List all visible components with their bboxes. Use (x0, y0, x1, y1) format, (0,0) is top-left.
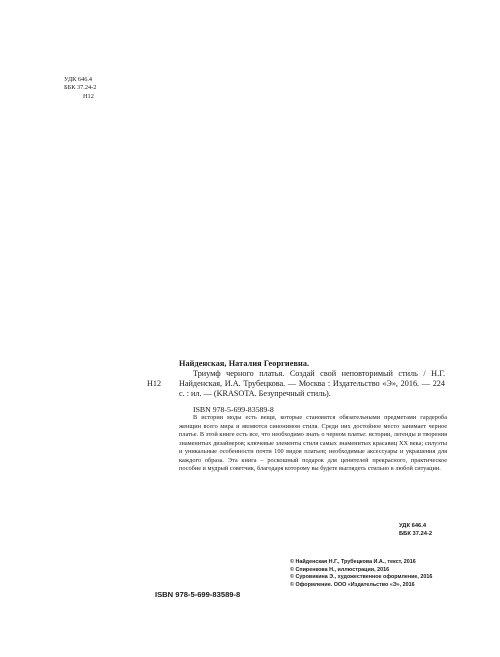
catalog-author: Найденская, Наталия Георгиевна. (179, 359, 310, 368)
catalog-isbn: ISBN 978-5-699-83589-8 (193, 405, 274, 414)
book-annotation: В истории моды есть вещи, которые становятся обязательными предметами гардероба женщин всего мира и являются синонимом стиля. Среди них достойное место занимает черное платье. В этой книге есть все, что необходимо знать о черном платье: истории, легенды и творения знаменитых дизайнеров; ключевые элементы стиля самых знаменитых красавиц XX века; силуэты и уникальные особенности почти 100 видов платьев; необходимые аксессуары и украшения для каждого образа. Эта книга – роскошный подарок для ценителей прекрасного, практическое пособие и мудрый советчик, благодаря которому вы будете выглядеть стильно в любой ситуации. (179, 414, 447, 472)
copyright-block (290, 559, 432, 589)
author-mark: Н12 (83, 92, 94, 100)
catalog-description: Триумф черного платья. Создай свой неповторимый стиль / Н.Г. Найденская, И.А. Трубецкова. — Москва : Издательство «Э», 2016. — 224 с. : ил. — (KRASOTA. Безупречный стиль). (179, 369, 445, 398)
udk-code-bottom: УДК 646.4 (399, 523, 427, 529)
bbk-code-bottom: ББК 37.24-2 (399, 530, 433, 537)
catalog-card (179, 359, 445, 415)
classification-codes-top (64, 76, 96, 101)
author-mark-side: Н12 (147, 379, 162, 388)
udk-code: УДК 646.4 (64, 76, 93, 83)
isbn-bottom: ISBN 978-5-699-83589-8 (155, 590, 241, 599)
copyright-line: © Спиренкова Н., иллюстрации, 2016 (290, 566, 390, 573)
copyright-line: © Оформление. ООО «Издательство «Э», 2016 (290, 581, 415, 588)
classification-codes-bottom (399, 523, 432, 538)
copyright-line: © Найденская Н.Г., Трубецкова И.А., текст, 2016 (290, 559, 416, 565)
copyright-line: © Суровикина Э., художественное оформление, 2016 (290, 574, 433, 581)
bbk-code: ББК 37.24-2 (64, 84, 97, 92)
